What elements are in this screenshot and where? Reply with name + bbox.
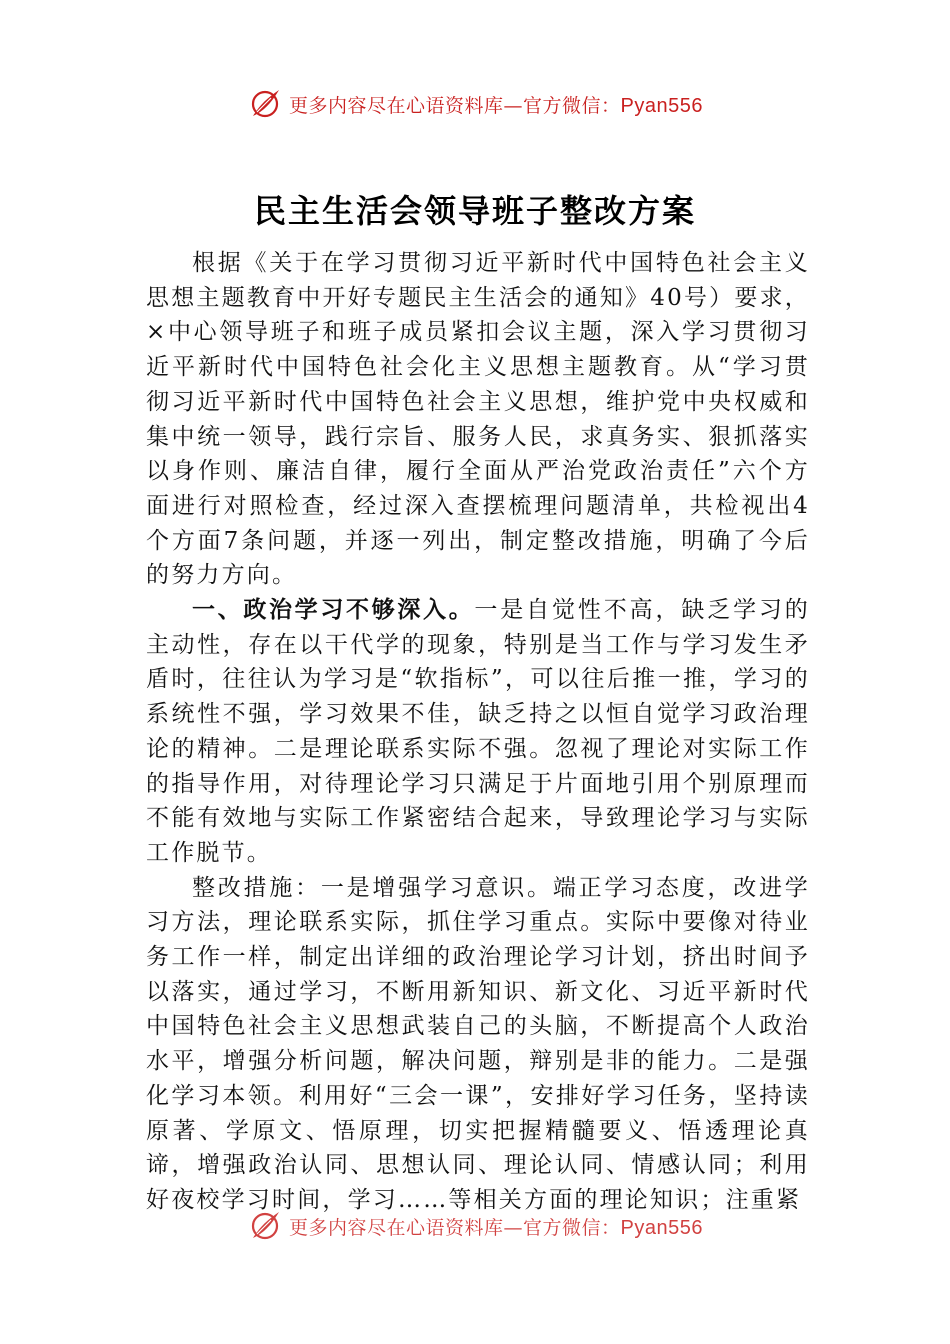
section-1-body: 一是自觉性不高，缺乏学习的主动性，存在以干代学的现象，特别是当工作与学习发生矛盾时，往往认为学习是“软指标”，可以往后推一推，学习的系统性不强，学习效果不佳，缺乏持之以恒自觉学习政治理论的精神。二是理论联系实际不强。忽视了理论对实际工作的指导作用，对待理论学习只满足于片面地引用个别原理而不能有效地与实际工作紧密结合起来，导致理论学习与实际工作脱节。 — [146, 597, 811, 866]
watermark-header — [0, 86, 950, 122]
watermark-footer — [0, 1208, 950, 1244]
document-body — [146, 246, 810, 1218]
quill-logo-icon — [247, 1208, 283, 1244]
intro-paragraph: 根据《关于在学习贯彻习近平新时代中国特色社会主义思想主题教育中开好专题民主生活会的通知》40号）要求，×中心领导班子和班子成员紧扣会议主题，深入学习贯彻习近平新时代中国特色社会化主义思想主题教育。从“学习贯彻习近平新时代中国特色社会主义思想，维护党中央权威和集中统一领导，践行宗旨、服务人民，求真务实、狠抓落实以身作则、廉洁自律，履行全面从严治党政治责任”六个方面进行对照检查，经过深入查摆梳理问题清单，共检视出4个方面7条问题，并逐一列出，制定整改措施，明确了今后的努力方向。 — [146, 250, 810, 589]
watermark-wechat-id: Pyan556 — [620, 1216, 703, 1239]
quill-logo-icon — [247, 86, 283, 122]
section-1-paragraph — [146, 593, 810, 871]
document-title: 民主生活会领导班子整改方案 — [253, 192, 696, 230]
watermark-text: 更多内容尽在心语资料库—官方微信：Pyan556 — [289, 1216, 703, 1239]
watermark-text: 更多内容尽在心语资料库—官方微信：Pyan556 — [289, 94, 703, 117]
watermark-wechat-id: Pyan556 — [620, 94, 703, 117]
section-1-heading: 一、政治学习不够深入。 — [192, 597, 475, 624]
measures-paragraph: 整改措施：一是增强学习意识。端正学习态度，改进学习方法，理论联系实际，抓住学习重点。实际中要像对待业务工作一样，制定出详细的政治理论学习计划，挤出时间予以落实，通过学习，不断用新知识、新文化、习近平新时代中国特色社会主义思想武装自己的头脑，不断提高个人政治水平，增强分析问题，解决问题，辩别是非的能力。二是强化学习本领。利用好“三会一课”，安排好学习任务，坚持读原著、学原文、悟原理，切实把握精髓要义、悟透理论真谛，增强政治认同、思想认同、理论认同、情感认同；利用好夜校学习时间，学习……等相关方面的理论知识；注重紧 — [146, 874, 810, 1213]
